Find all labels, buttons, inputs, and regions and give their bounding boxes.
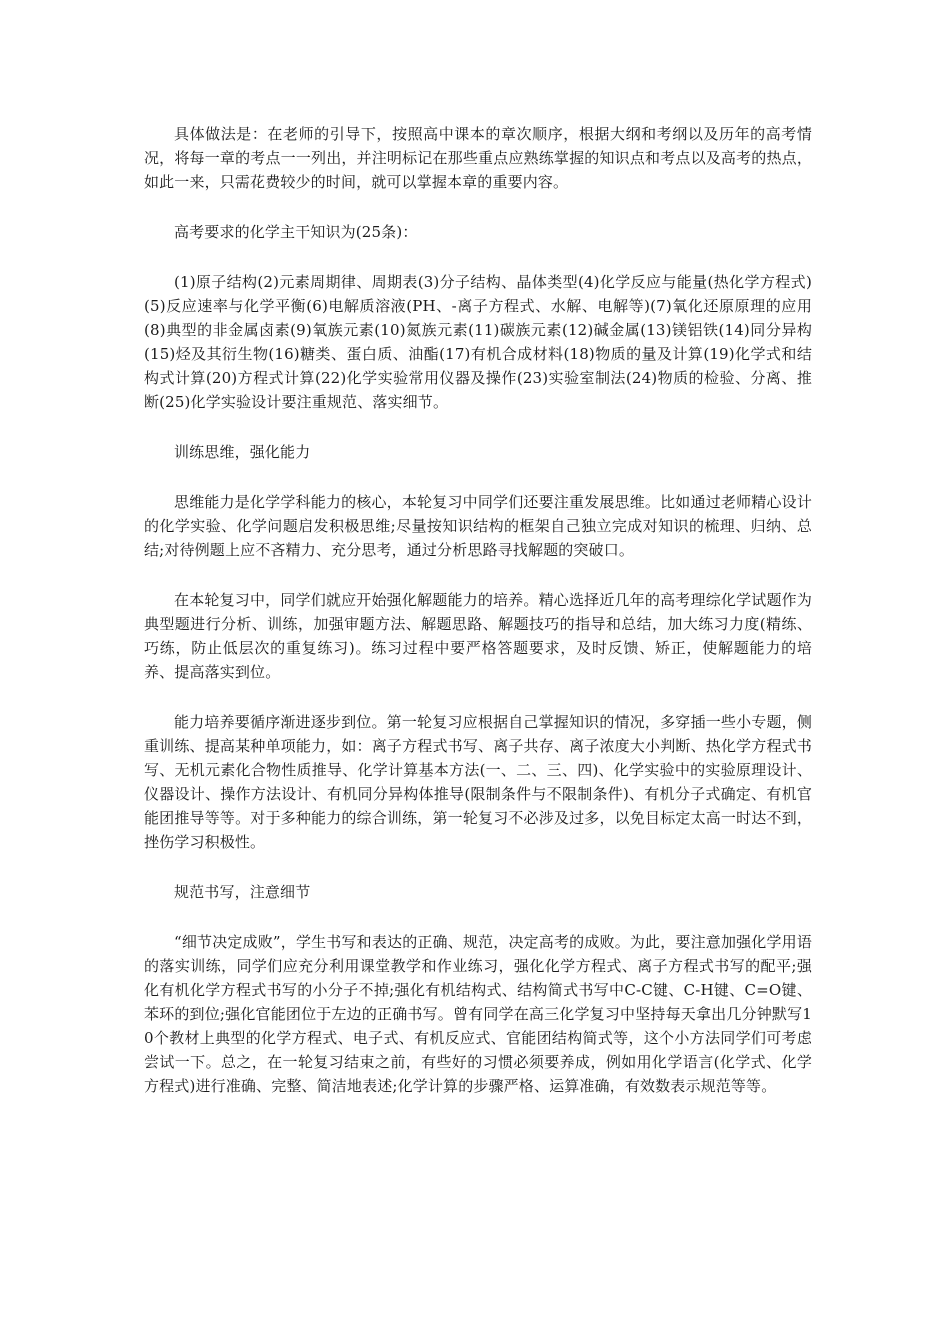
paragraph-ability-training: 能力培养要循序渐进逐步到位。第一轮复习应根据自己掌握知识的情况，多穿插一些小专题，侧重训练、提高某种单项能力，如：离子方程式书写、离子共存、离子浓度大小判断、热化学方程式书写、无机元素化合物性质推导、化学计算基本方法(一、二、三、四)、化学实验中的实验原理设计、仪器设计、操作方法设计、有机同分异构体推导(限制条件与不限制条件)、有机分子式确定、有机官能团推导等等。对于多种能力的综合训练，第一轮复习不必涉及过多，以免目标定太高一时达不到，挫伤学习积极性。 xyxy=(144,713,812,851)
heading-main-knowledge: 高考要求的化学主干知识为(25条)： xyxy=(174,223,418,241)
paragraph-knowledge-list: (1)原子结构(2)元素周期律、周期表(3)分子结构、晶体类型(4)化学反应与能量(热化学方程式)(5)反应速率与化学平衡(6)电解质溶液(PH、-离子方程式、水解、电解等)(7)氧化还原原理的应用(8)典型的非金属卤素(9)氧族元素(10)氮族元素(11)碳族元素(12)碱金属(13)镁铝铁(14)同分异构(15)烃及其衍生物(16)糖类、蛋白质、油酯(17)有机合成材料(18)物质的量及计算(19)化学式和结构式计算(20)方程式计算(22)化学实验常用仪器及操作(23)实验室制法(24)物质的检验、分离、推断(25)化学实验设计要注重规范、落实细节。 xyxy=(144,273,812,411)
paragraph-thinking-ability: 思维能力是化学学科能力的核心，本轮复习中同学们还要注重发展思维。比如通过老师精心设计的化学实验、化学问题启发积极思维;尽量按知识结构的框架自己独立完成对知识的梳理、归纳、总结;对待例题上应不吝精力、充分思考，通过分析思路寻找解题的突破口。 xyxy=(144,493,812,559)
paragraph-details: “细节决定成败”，学生书写和表达的正确、规范，决定高考的成败。为此，要注意加强化学用语的落实训练，同学们应充分利用课堂教学和作业练习，强化化学方程式、离子方程式书写的配平;强化有机化学方程式书写的小分子不掉;强化有机结构式、结构简式书写中C-C键、C-H键、C=O键、苯环的到位;强化官能团位于左边的正确书写。曾有同学在高三化学复习中坚持每天拿出几分钟默写10个教材上典型的化学方程式、电子式、有机反应式、官能团结构简式等，这个小方法同学们可考虑尝试一下。总之，在一轮复习结束之前，有些好的习惯必须要养成，例如用化学语言(化学式、化学方程式)进行准确、完整、简洁地表述;化学计算的步骤严格、运算准确，有效数表示规范等等。 xyxy=(144,933,812,1095)
paragraph-method: 具体做法是：在老师的引导下，按照高中课本的章次顺序，根据大纲和考纲以及历年的高考情况，将每一章的考点一一列出，并注明标记在那些重点应熟练掌握的知识点和考点以及高考的热点，如此一来，只需花费较少的时间，就可以掌握本章的重要内容。 xyxy=(144,125,812,191)
heading-train-thinking: 训练思维，强化能力 xyxy=(174,443,311,461)
heading-standard-writing: 规范书写，注意细节 xyxy=(174,883,311,901)
paragraph-problem-solving: 在本轮复习中，同学们就应开始强化解题能力的培养。精心选择近几年的高考理综化学试题作为典型题进行分析、训练，加强审题方法、解题思路、解题技巧的指导和总结，加大练习力度(精练、巧练，防止低层次的重复练习)。练习过程中要严格答题要求，及时反馈、矫正，使解题能力的培养、提高落实到位。 xyxy=(144,591,812,681)
document-body xyxy=(144,122,812,1124)
